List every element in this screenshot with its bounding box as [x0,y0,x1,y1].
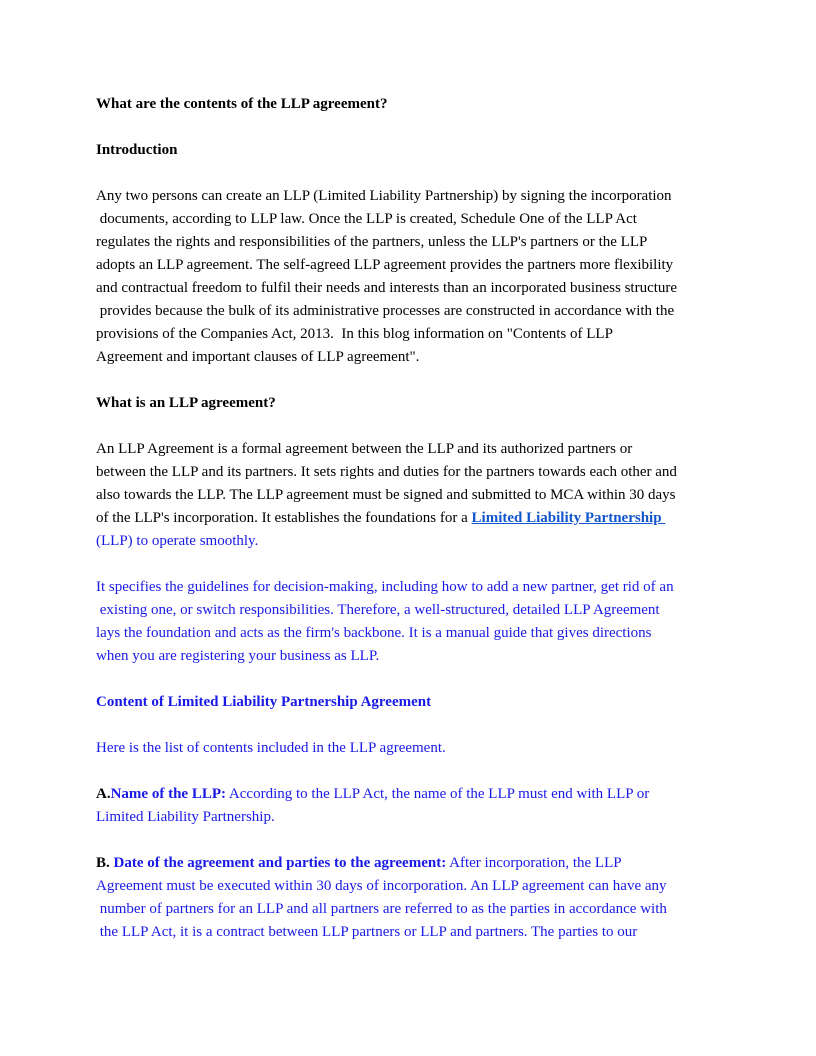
guidelines-line: existing one, or switch responsibilities. Therefore, a well-structured, detailed LLP Agreement [96,602,660,618]
item-text: number of partners for an LLP and all partners are referred to as the parties in accordance with [96,901,667,917]
guidelines-line: lays the foundation and acts as the firm's backbone. It is a manual guide that gives directions [96,625,652,641]
llp-link[interactable]: Limited Liability Partnership [471,510,666,526]
guidelines-line: when you are registering your business as LLP. [96,648,380,664]
list-intro: Here is the list of contents included in the LLP agreement. [96,740,446,756]
intro-line: documents, according to LLP law. Once the LLP is created, Schedule One of the LLP Act [96,211,637,227]
what-line: (LLP) to operate smoothly. [96,533,259,549]
item-text: According to the LLP Act, the name of the LLP must end with LLP or [226,786,650,802]
document-body [96,93,726,944]
intro-line: regulates the rights and responsibilities of the partners, unless the LLP's partners or the LLP [96,234,648,250]
intro-line: provisions of the Companies Act, 2013. In this blog information on "Contents of LLP [96,326,613,342]
guidelines-paragraph [96,576,726,668]
intro-line: Any two persons can create an LLP (Limited Liability Partnership) by signing the incorporation [96,188,672,204]
item-letter: A. [96,786,111,802]
item-term: Name of the LLP: [110,786,226,802]
item-text: Limited Liability Partnership. [96,809,275,825]
intro-heading: Introduction [96,142,178,158]
intro-line: and contractual freedom to fulfil their needs and interests than an incorporated business structure [96,280,678,296]
what-paragraph [96,438,726,553]
list-item-a [96,783,726,829]
list-item-b [96,852,726,944]
what-line [96,507,726,530]
what-line-prefix: of the LLP's incorporation. It establishes the foundations for a [96,510,472,526]
guidelines-line: It specifies the guidelines for decision-making, including how to add a new partner, get rid of an [96,579,674,595]
intro-line: Agreement and important clauses of LLP agreement". [96,349,420,365]
intro-line: provides because the bulk of its administrative processes are constructed in accordance with the [96,303,675,319]
intro-paragraph [96,185,726,369]
content-heading: Content of Limited Liability Partnership Agreement [96,694,432,710]
page-title: What are the contents of the LLP agreement? [96,96,388,112]
item-text: the LLP Act, it is a contract between LLP partners or LLP and partners. The parties to our [96,924,638,940]
item-letter: B. [96,855,110,871]
what-line: also towards the LLP. The LLP agreement must be signed and submitted to MCA within 30 days [96,487,676,503]
what-line: between the LLP and its partners. It sets rights and duties for the partners towards each other and [96,464,677,480]
intro-line: adopts an LLP agreement. The self-agreed LLP agreement provides the partners more flexibility [96,257,674,273]
what-heading: What is an LLP agreement? [96,395,276,411]
item-text: Agreement must be executed within 30 days of incorporation. An LLP agreement can have any [96,878,667,894]
item-text: After incorporation, the LLP [446,855,622,871]
what-line: An LLP Agreement is a formal agreement between the LLP and its authorized partners or [96,441,633,457]
item-term: Date of the agreement and parties to the agreement: [109,855,447,871]
